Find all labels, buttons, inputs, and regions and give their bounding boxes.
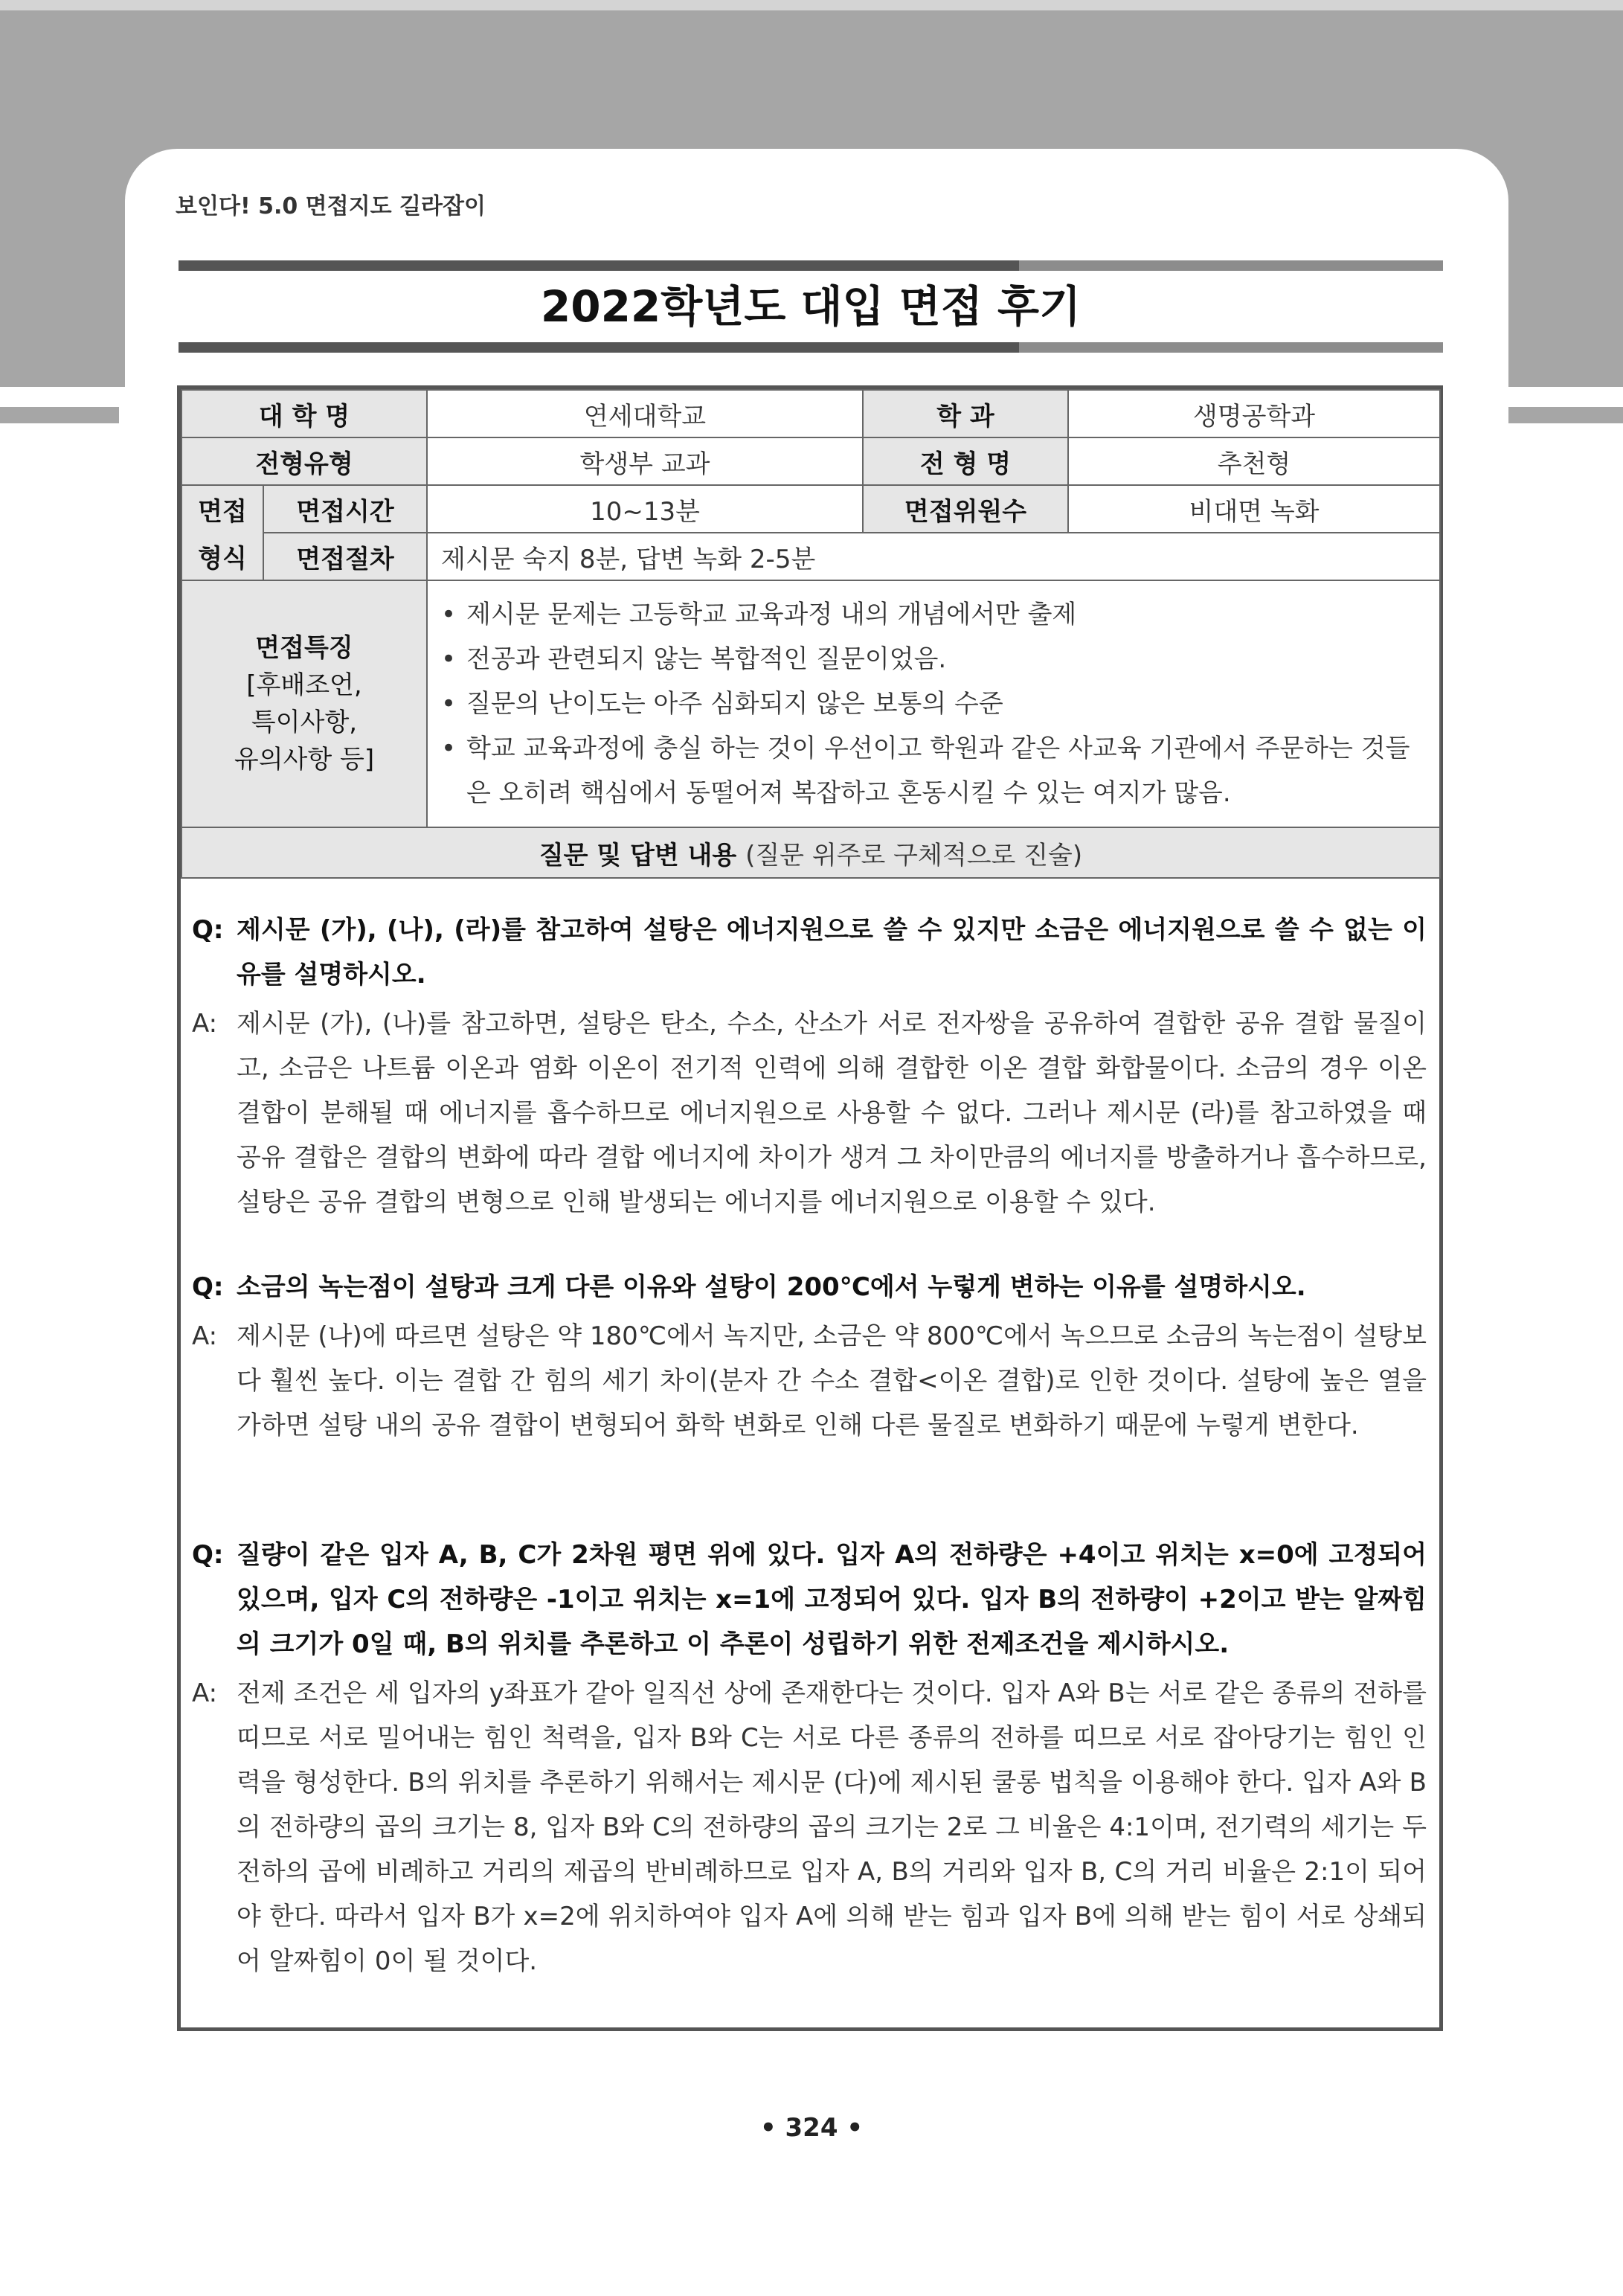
row-university xyxy=(181,390,1440,437)
side-decoration-left xyxy=(0,407,119,423)
answer: A: 제시문 (나)에 따르면 설탕은 약 180℃에서 녹지만, 소금은 약 800℃에서 녹으므로 소금의 녹는점이 설탕보다 훨씬 높다. 이는 결합 간 힘의 세기 차이(분자 간 수소 결합<이온 결합)로 인한 것이다. 설탕에 높은 열을 가하면 설탕 내의 공유 결합이 변형되어 화학 변화로 인해 다른 물질로 변화하기 때문에 누렇게 변한다. xyxy=(192,1321,1427,1440)
dept-label: 학 과 xyxy=(863,390,1068,437)
feature-item: • 학교 교육과정에 충실 하는 것이 우선이고 학원과 같은 사교육 기관에서 주문하는 것들은 오히려 핵심에서 동떨어져 복잡하고 혼동시킬 수 있는 여지가 많음. xyxy=(441,726,1432,815)
qa-header-title: 질문 및 답변 내용 xyxy=(539,840,737,870)
feature-item: • 제시문 문제는 고등학교 교육과정 내의 개념에서만 출제 xyxy=(441,592,1432,637)
bullet-dot: • xyxy=(441,734,457,763)
running-head: 보인다! 5.0 면접지도 길라잡이 xyxy=(176,193,486,219)
features-label-line4: 유의사항 등] xyxy=(234,745,375,775)
bullet-dot: • xyxy=(441,689,457,719)
question: Q: 소금의 녹는점이 설탕과 크게 다른 이유와 설탕이 200℃에서 누렇게 변하는 이유를 설명하시오. xyxy=(192,1272,1306,1302)
row-interview-time xyxy=(181,485,1440,533)
answer: A: 제시문 (가), (나)를 참고하면, 설탕은 탄소, 수소, 산소가 서로 전자쌍을 공유하여 결합한 공유 결합 물질이고, 소금은 나트륨 이온과 염화 이온이 전기적 인력에 의해 결합한 이온 결합 화합물이다. 소금의 경우 이온 결합이 분해될 때 에너지를 흡수하므로 에너지원으로 사용할 수 없다. 그러나 제시문 (라)를 참고하였을 때 공유 결합은 결합의 변화에 따라 결합 에너지에 차이가 생겨 그 차이만큼의 에너지를 방출하거나 흡수하므로, 설탕은 공유 결합의 변형으로 인해 발생되는 에너지를 에너지원으로 이용할 수 있다. xyxy=(192,1009,1427,1217)
format-label-top: 면접 xyxy=(181,485,263,533)
panel-label: 면접위원수 xyxy=(863,485,1068,533)
dept-value: 생명공학과 xyxy=(1068,390,1440,437)
features-label-line3: 특이사항, xyxy=(251,708,358,737)
page-title: 2022학년도 대입 면접 후기 xyxy=(540,281,1082,332)
name-value: 추천형 xyxy=(1068,437,1440,485)
proc-value: 제시문 숙지 8분, 답변 녹화 2-5분 xyxy=(427,533,1440,580)
time-label: 면접시간 xyxy=(263,485,427,533)
features-label xyxy=(181,580,427,827)
page-number: • 324 • xyxy=(759,2113,864,2143)
features-label-line2: [후배조언, xyxy=(246,670,362,700)
panel-value: 비대면 녹화 xyxy=(1068,485,1440,533)
row-features xyxy=(181,580,1440,827)
bullet-dot: • xyxy=(441,644,457,674)
features-list xyxy=(427,580,1440,827)
qa-header xyxy=(181,827,1440,878)
title-rule-top xyxy=(179,260,1443,271)
features-label-title: 면접특징 xyxy=(255,633,353,663)
question: Q: 질량이 같은 입자 A, B, C가 2차원 평면 위에 있다. 입자 A의 전하량은 +4이고 위치는 x=0에 고정되어 있으며, 입자 C의 전하량은 -1이고 위치는 x=1에 고정되어 있다. 입자 B의 전하량이 +2이고 받는 알짜힘의 크기가 0일 때, B의 위치를 추론하고 이 추론이 성립하기 위한 전제조건을 제시하시오. xyxy=(192,1540,1427,1659)
side-decoration-right xyxy=(1504,407,1623,423)
feature-item: • 질문의 난이도는 아주 심화되지 않은 보통의 수준 xyxy=(441,682,1432,726)
qa-block-1 xyxy=(192,908,1427,1225)
proc-label: 면접절차 xyxy=(263,533,427,580)
answer: A: 전제 조건은 세 입자의 y좌표가 같아 일직선 상에 존재한다는 것이다. 입자 A와 B는 서로 같은 종류의 전하를 띠므로 서로 밀어내는 힘인 척력을, 입자 B와 C는 서로 다른 종류의 전하를 띠므로 서로 잡아당기는 힘인 인력을 형성한다. B의 위치를 추론하기 위해서는 제시문 (다)에 제시된 쿨롱 법칙을 이용해야 한다. 입자 A와 B의 전하량의 곱의 크기는 8, 입자 B와 C의 전하량의 곱의 크기는 2로 그 비율은 4:1이며, 전기력의 세기는 두 전하의 곱에 비례하고 거리의 제곱의 반비례하므로 입자 A, B의 거리와 입자 B, C의 거리 비율은 2:1이 되어야 한다. 따라서 입자 B가 x=2에 위치하여야 입자 A에 의해 받는 힘과 입자 B에 의해 받는 힘이 서로 상쇄되어 알짜힘이 0이 될 것이다. xyxy=(192,1678,1427,1976)
row-interview-procedure xyxy=(181,533,1440,580)
univ-label: 대 학 명 xyxy=(181,390,427,437)
time-value: 10~13분 xyxy=(427,485,863,533)
qa-header-subtitle: (질문 위주로 구체적으로 진술) xyxy=(745,840,1083,870)
row-qa-header xyxy=(181,827,1440,878)
info-table xyxy=(181,389,1441,879)
bullet-dot: • xyxy=(441,600,457,629)
qa-block-2 xyxy=(192,1265,1427,1448)
question: Q: 제시문 (가), (나), (라)를 참고하여 설탕은 에너지원으로 쓸 수 있지만 소금은 에너지원으로 쓸 수 없는 이유를 설명하시오. xyxy=(192,915,1427,990)
name-label: 전 형 명 xyxy=(863,437,1068,485)
row-admission-type xyxy=(181,437,1440,485)
title-rule-bottom xyxy=(179,342,1443,353)
feature-item: • 전공과 관련되지 않는 복합적인 질문이었음. xyxy=(441,637,1432,682)
univ-value: 연세대학교 xyxy=(427,390,863,437)
type-value: 학생부 교과 xyxy=(427,437,863,485)
type-label: 전형유형 xyxy=(181,437,427,485)
qa-block-3 xyxy=(192,1533,1427,1984)
format-label-bottom: 형식 xyxy=(181,533,263,580)
